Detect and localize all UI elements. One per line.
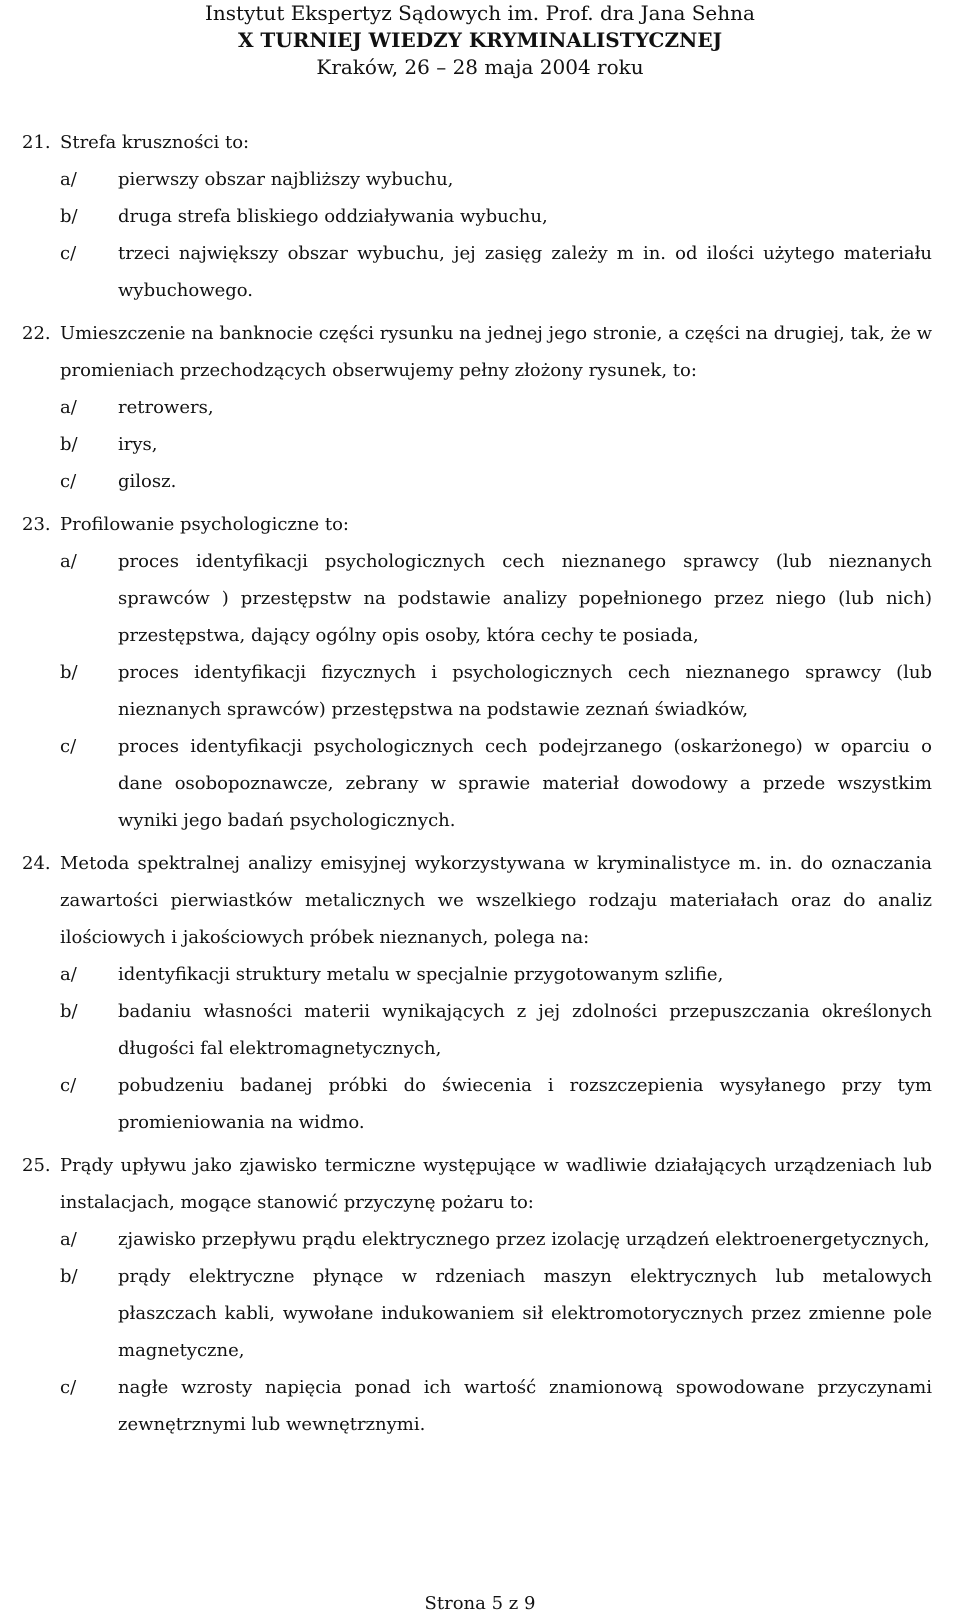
question-text: Prądy upływu jako zjawisko termiczne występujące w wadliwie działających urządzeniach lub instalacjach, mogące stanowić przyczynę pożaru to: xyxy=(60,1155,932,1213)
option-text: nagłe wzrosty napięcia ponad ich wartość znamionową spowodowane przyczynami zewnętrznymi lub wewnętrznymi. xyxy=(118,1377,932,1435)
option-text: prądy elektryczne płynące w rdzeniach maszyn elektrycznych lub metalowych płaszczach kabli, wywołane indukowaniem sił elektromotorycznych przez zmienne pole magnetyczne, xyxy=(118,1266,932,1361)
question xyxy=(22,315,932,500)
option-label: a/ xyxy=(60,397,77,418)
option-text: proces identyfikacji psychologicznych cech nieznanego sprawcy (lub nieznanych sprawców ) przestępstw na podstawie analizy popełnionego przez niego (lub nich) przestępstwa, dający ogólny opis osoby, która cechy te posiada, xyxy=(118,551,932,646)
question-text: Umieszczenie na banknocie części rysunku na jednej jego stronie, a części na drugiej, tak, że w promieniach przechodzących obserwujemy pełny złożony rysunek, to: xyxy=(60,323,932,381)
option-label: b/ xyxy=(60,1266,78,1287)
answer-option xyxy=(22,654,932,728)
question-number: 23. xyxy=(22,514,51,535)
option-text: badaniu własności materii wynikających z jej zdolności przepuszczania określonych długości fal elektromagnetycznych, xyxy=(118,1001,932,1059)
answer-option xyxy=(22,235,932,309)
option-label: c/ xyxy=(60,243,77,264)
institute-name: Instytut Ekspertyz Sądowych im. Prof. dra Jana Sehna xyxy=(205,1,755,25)
answer-option xyxy=(22,1067,932,1141)
option-text: retrowers, xyxy=(118,397,214,418)
option-label: c/ xyxy=(60,471,77,492)
tournament-title: X TURNIEJ WIEDZY KRYMINALISTYCZNEJ xyxy=(237,28,723,52)
answer-option xyxy=(22,463,932,500)
answer-option xyxy=(22,1221,932,1258)
event-place-date: Kraków, 26 – 28 maja 2004 roku xyxy=(316,55,644,79)
option-text: proces identyfikacji psychologicznych cech podejrzanego (oskarżonego) w oparciu o dane osobopoznawcze, zebrany w sprawie materiał dowodowy a przede wszystkim wyniki jego badań psychologicznych. xyxy=(118,736,932,831)
option-text: zjawisko przepływu prądu elektrycznego przez izolację urządzeń elektroenergetycznych, xyxy=(118,1229,930,1250)
option-text: irys, xyxy=(118,434,158,455)
answer-option xyxy=(22,956,932,993)
option-label: b/ xyxy=(60,206,78,227)
page-header xyxy=(0,0,960,81)
option-label: b/ xyxy=(60,434,78,455)
question-text: Profilowanie psychologiczne to: xyxy=(60,514,349,535)
option-label: c/ xyxy=(60,1377,77,1398)
option-label: b/ xyxy=(60,662,78,683)
question xyxy=(22,124,932,309)
answer-option xyxy=(22,1369,932,1443)
answer-option xyxy=(22,1258,932,1369)
option-label: b/ xyxy=(60,1001,78,1022)
question-number: 24. xyxy=(22,853,51,874)
answer-option xyxy=(22,993,932,1067)
option-text: gilosz. xyxy=(118,471,177,492)
option-text: trzeci największy obszar wybuchu, jej zasięg zależy m in. od ilości użytego materiału wybuchowego. xyxy=(118,243,932,301)
question-number: 21. xyxy=(22,132,51,153)
answer-option xyxy=(22,426,932,463)
answer-option xyxy=(22,161,932,198)
question-text: Strefa kruszności to: xyxy=(60,132,250,153)
option-text: pobudzeniu badanej próbki do świecenia i rozszczepienia wysyłanego przy tym promieniowania na widmo. xyxy=(118,1075,932,1133)
question xyxy=(22,506,932,839)
question-text: Metoda spektralnej analizy emisyjnej wykorzystywana w kryminalistyce m. in. do oznaczania zawartości pierwiastków metalicznych we wszelkiego rodzaju materiałach oraz do analiz ilościowych i jakościowych próbek nieznanych, polega na: xyxy=(60,853,932,948)
questions-list xyxy=(22,124,932,1443)
answer-option xyxy=(22,198,932,235)
option-label: c/ xyxy=(60,736,77,757)
option-label: a/ xyxy=(60,964,77,985)
answer-option xyxy=(22,543,932,654)
question-number: 22. xyxy=(22,323,51,344)
option-label: a/ xyxy=(60,551,77,572)
option-text: identyfikacji struktury metalu w specjalnie przygotowanym szlifie, xyxy=(118,964,724,985)
option-label: a/ xyxy=(60,1229,77,1250)
option-text: pierwszy obszar najbliższy wybuchu, xyxy=(118,169,454,190)
page-number: Strona 5 z 9 xyxy=(424,1593,536,1614)
option-label: a/ xyxy=(60,169,77,190)
option-label: c/ xyxy=(60,1075,77,1096)
option-text: proces identyfikacji fizycznych i psychologicznych cech nieznanego sprawcy (lub nieznanych sprawców) przestępstwa na podstawie zeznań świadków, xyxy=(118,662,932,720)
option-text: druga strefa bliskiego oddziaływania wybuchu, xyxy=(118,206,548,227)
question xyxy=(22,845,932,1141)
question xyxy=(22,1147,932,1443)
answer-option xyxy=(22,728,932,839)
question-number: 25. xyxy=(22,1155,51,1176)
answer-option xyxy=(22,389,932,426)
